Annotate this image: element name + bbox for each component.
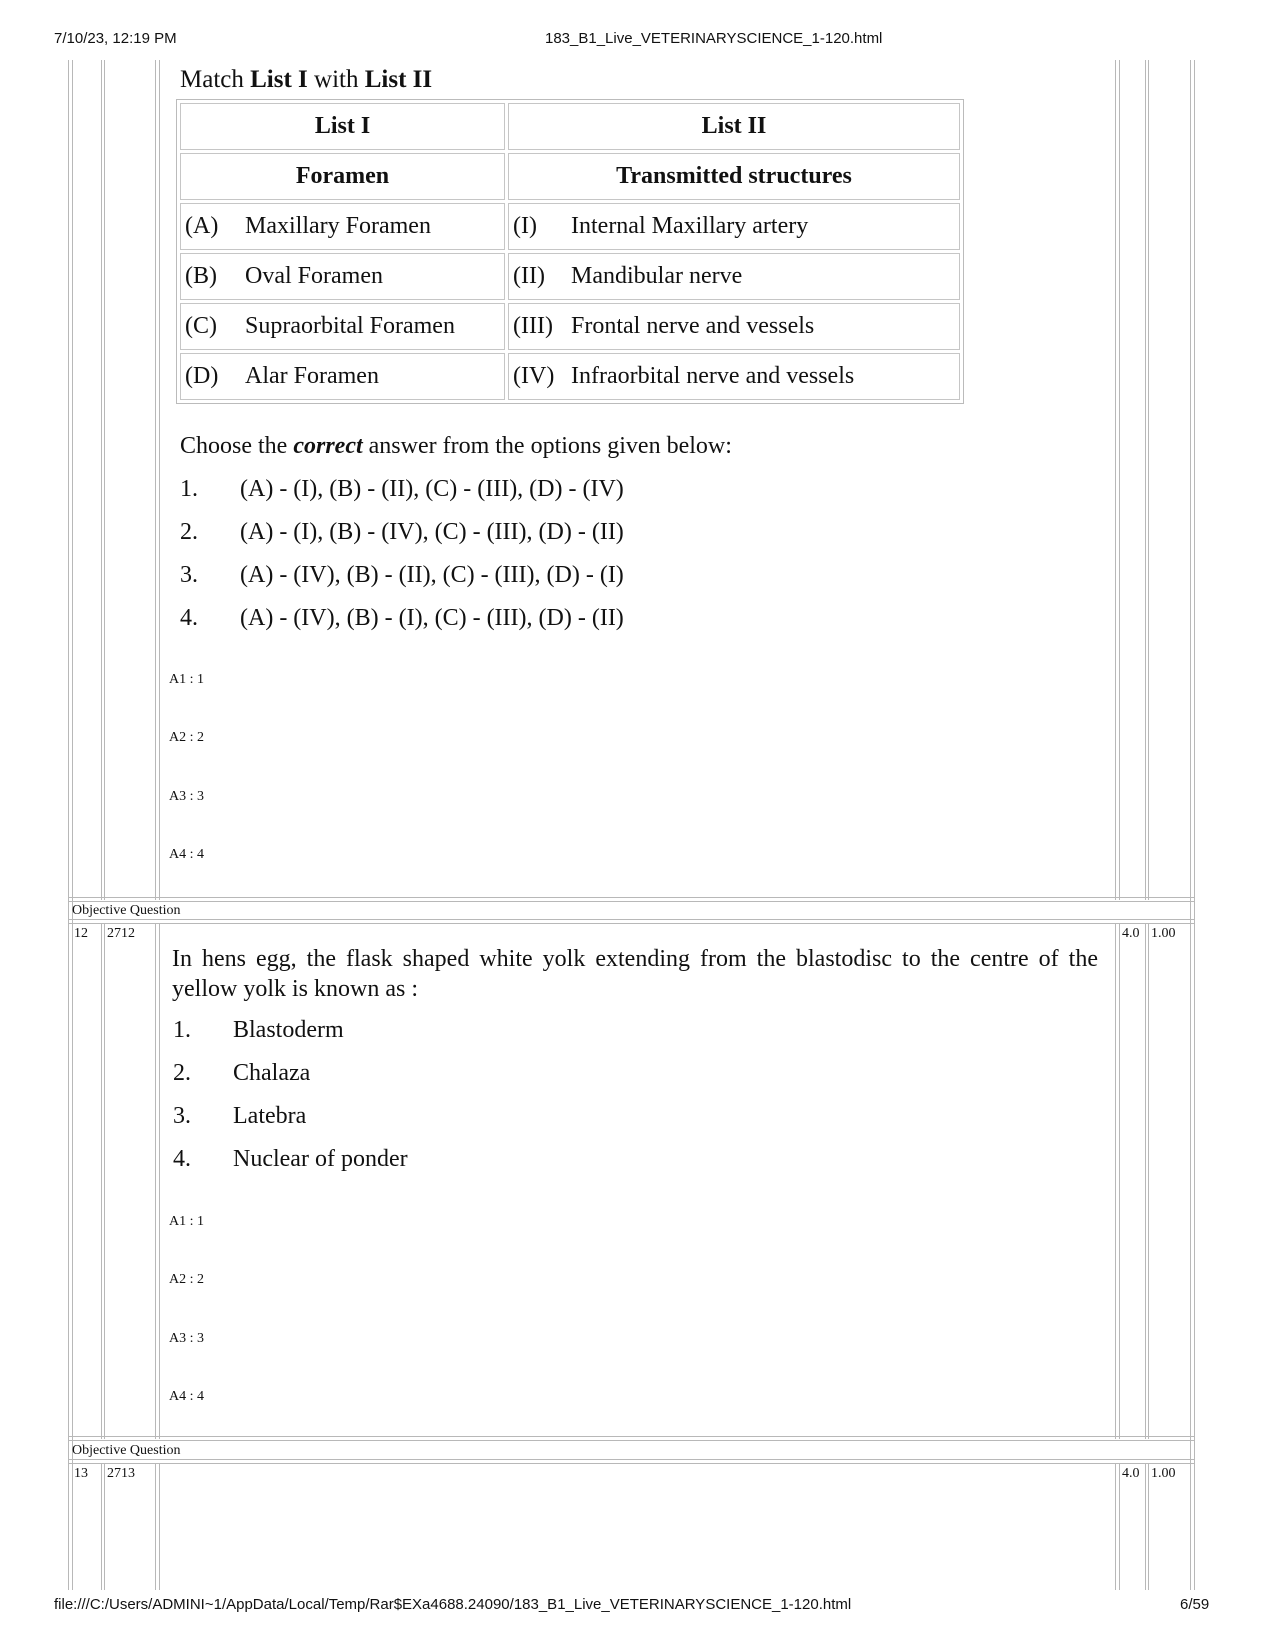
list2-subheader: Transmitted structures [508, 153, 960, 200]
question-number: 12 [74, 926, 88, 941]
answer-key: A2 : 2 [169, 1272, 204, 1287]
print-datetime: 7/10/23, 12:19 PM [54, 30, 177, 47]
question-type: Objective Question [72, 1443, 181, 1458]
answer-key: A4 : 4 [169, 1389, 204, 1404]
question-text: In hens egg, the flask shaped white yolk extending from the blastodisc to the centre of the yellow yolk is known as : [172, 946, 1098, 1002]
question-type: Objective Question [72, 903, 181, 918]
answer-key: A3 : 3 [169, 1331, 204, 1346]
question-marks: 4.0 [1122, 926, 1140, 941]
question-marks: 4.0 [1122, 1466, 1140, 1481]
answer-key: A3 : 3 [169, 789, 204, 804]
match-row: (C) Supraorbital Foramen (III) Frontal nerve and vessels [180, 303, 960, 350]
answer-key: A2 : 2 [169, 730, 204, 745]
print-path: file:///C:/Users/ADMINI~1/AppData/Local/Temp/Rar$EXa4688.24090/183_B1_Live_VETERINARYSCIENCE_1-120.html [54, 1596, 852, 1613]
match-instruction: Match List I with List II [180, 66, 433, 93]
list1-subheader: Foramen [180, 153, 505, 200]
question-number: 13 [74, 1466, 88, 1481]
answer-key: A1 : 1 [169, 1214, 204, 1229]
question-id: 2712 [107, 926, 135, 941]
print-title: 183_B1_Live_VETERINARYSCIENCE_1-120.html [545, 30, 883, 47]
answer-key: A1 : 1 [169, 672, 204, 687]
question-id: 2713 [107, 1466, 135, 1481]
match-row: (D) Alar Foramen (IV) Infraorbital nerve and vessels [180, 353, 960, 400]
match-table [176, 99, 964, 404]
choose-instruction: Choose the correct answer from the options given below: [180, 433, 732, 459]
match-row: (B) Oval Foramen (II) Mandibular nerve [180, 253, 960, 300]
list2-header: List II [508, 103, 960, 150]
page-number: 6/59 [1180, 1596, 1210, 1613]
match-row: (A) Maxillary Foramen (I) Internal Maxillary artery [180, 203, 960, 250]
question-negative-marks: 1.00 [1151, 1466, 1176, 1481]
list1-header: List I [180, 103, 505, 150]
question-negative-marks: 1.00 [1151, 926, 1176, 941]
answer-key: A4 : 4 [169, 847, 204, 862]
